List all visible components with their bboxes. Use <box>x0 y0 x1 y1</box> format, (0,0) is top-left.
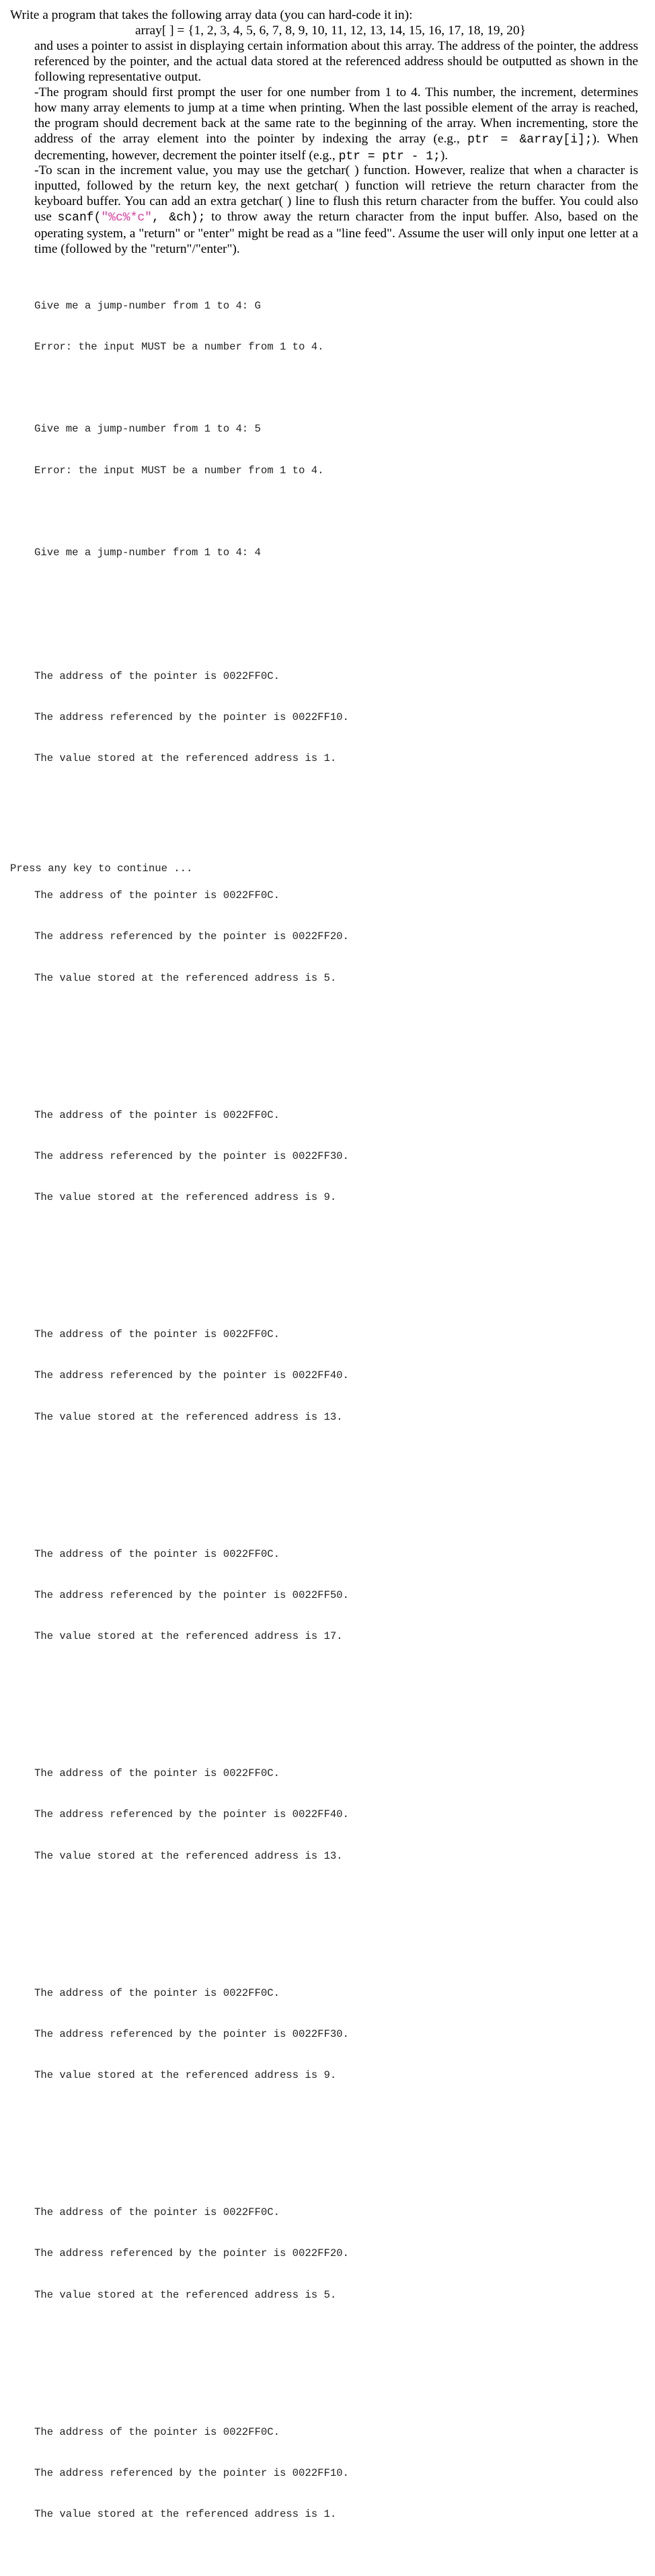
console-line: The address referenced by the pointer is 0022FF10. <box>34 711 349 723</box>
console-group-7 <box>34 1959 349 2109</box>
console-line: The value stored at the referenced address is 17. <box>34 1630 343 1643</box>
paragraph-increment-rules <box>34 85 638 165</box>
console-line: The address referenced by the pointer is 0022FF30. <box>34 2027 349 2040</box>
para2-text-b: ). When decrementing, however, decrement the pointer itself (e.g., <box>34 132 638 163</box>
console-line: The value stored at the referenced address is 9. <box>34 1191 337 1204</box>
para2-text-c: ). <box>440 149 449 163</box>
code-scanf-pre: scanf( <box>57 211 102 225</box>
console-line: The address of the pointer is 0022FF0C. <box>34 1547 280 1560</box>
console-line: The address referenced by the pointer is 0022FF50. <box>34 1588 349 1601</box>
sample-console-output <box>34 272 349 2576</box>
code-index-assign: ptr = &array[i]; <box>467 133 592 147</box>
console-prompt-1: Give me a jump-number from 1 to 4: G <box>34 299 261 312</box>
console-line: The value stored at the referenced address is 13. <box>34 1849 343 1862</box>
console-line: The value stored at the referenced address is 13. <box>34 1410 343 1423</box>
code-scanf-format-string: "%c%*c" <box>101 211 152 225</box>
console-group-1 <box>34 642 349 793</box>
console-group-4 <box>34 1300 349 1451</box>
console-line: The value stored at the referenced address is 1. <box>34 752 337 765</box>
console-group-9 <box>34 2398 349 2548</box>
console-group-3 <box>34 1081 349 1232</box>
console-prompt-3: Give me a jump-number from 1 to 4: 4 <box>34 547 261 559</box>
console-line: The address of the pointer is 0022FF0C. <box>34 1986 280 1999</box>
console-line: The value stored at the referenced address is 1. <box>34 2508 337 2521</box>
para3-text-a: -To scan in the increment value, you may use the getchar( ) function. However, realize that when a character is inputted, followed by the return key, the next getchar( ) function will retrieve the return character from the keyboard buffer. You can add an extra getchar( ) line to flush this return character from the buffer. You could also use <box>34 163 638 224</box>
console-error-1: Error: the input MUST be a number from 1 to 4. <box>34 341 324 354</box>
code-scanf-post: , &ch); <box>151 211 206 225</box>
console-line: The address referenced by the pointer is 0022FF20. <box>34 2247 349 2260</box>
console-group-8 <box>34 2178 349 2329</box>
console-line: The address of the pointer is 0022FF0C. <box>34 1767 280 1780</box>
code-pointer-decrement: ptr = ptr - 1; <box>338 150 440 163</box>
console-line: The value stored at the referenced address is 5. <box>34 971 337 984</box>
console-group-6 <box>34 1739 349 1890</box>
console-line: The address referenced by the pointer is 0022FF10. <box>34 2466 349 2479</box>
console-press-any-key: Press any key to continue ... <box>10 862 193 875</box>
console-line: The address of the pointer is 0022FF0C. <box>34 670 280 682</box>
console-line: The address of the pointer is 0022FF0C. <box>34 2425 280 2438</box>
console-line: The address of the pointer is 0022FF0C. <box>34 1109 280 1121</box>
paragraph-description: and uses a pointer to assist in displaying certain information about this array. The address of the pointer, the address referenced by the pointer, and the actual data stored at the referenced address should be outputted as shown in the following representative output. <box>34 39 638 84</box>
paragraph-input-scanning <box>34 163 638 257</box>
console-line: The address referenced by the pointer is 0022FF40. <box>34 1369 349 1382</box>
console-line: The address of the pointer is 0022FF0C. <box>34 1328 280 1341</box>
console-prompt-2: Give me a jump-number from 1 to 4: 5 <box>34 423 261 436</box>
para2-text-a: -The program should first prompt the user for one number from 1 to 4. This number, the increment, determines how many array elements to jump at a time when printing. When the last possible element of the array is reached, the program should decrement back at the same rate to the beginning of the array. When incrementing, store the address of the array element into the pointer by indexing the array (e.g., <box>34 85 638 146</box>
array-definition: array[ ] = {1, 2, 3, 4, 5, 6, 7, 8, 9, 10, 11, 12, 13, 14, 15, 16, 17, 18, 19, 20} <box>135 24 526 38</box>
console-line: The address referenced by the pointer is 0022FF40. <box>34 1808 349 1821</box>
console-line: The address of the pointer is 0022FF0C. <box>34 2206 280 2219</box>
console-line: The value stored at the referenced address is 5. <box>34 2288 337 2301</box>
console-line: The address of the pointer is 0022FF0C. <box>34 889 280 902</box>
para3-text-b: to throw away the return character from the input buffer. Also, based on the operating system, a "return" or "enter" might be read as a "line feed". Assume the user will only input one letter at a time (followed by the "return"/"enter"). <box>34 210 638 256</box>
console-line: The value stored at the referenced address is 9. <box>34 2069 337 2082</box>
console-line: The address referenced by the pointer is 0022FF20. <box>34 930 349 943</box>
console-group-2 <box>34 861 349 1012</box>
intro-text: Write a program that takes the following array data (you can hard-code it in): <box>10 8 413 22</box>
console-group-5 <box>34 1520 349 1671</box>
console-error-2: Error: the input MUST be a number from 1 to 4. <box>34 464 324 477</box>
console-line: The address referenced by the pointer is 0022FF30. <box>34 1150 349 1162</box>
